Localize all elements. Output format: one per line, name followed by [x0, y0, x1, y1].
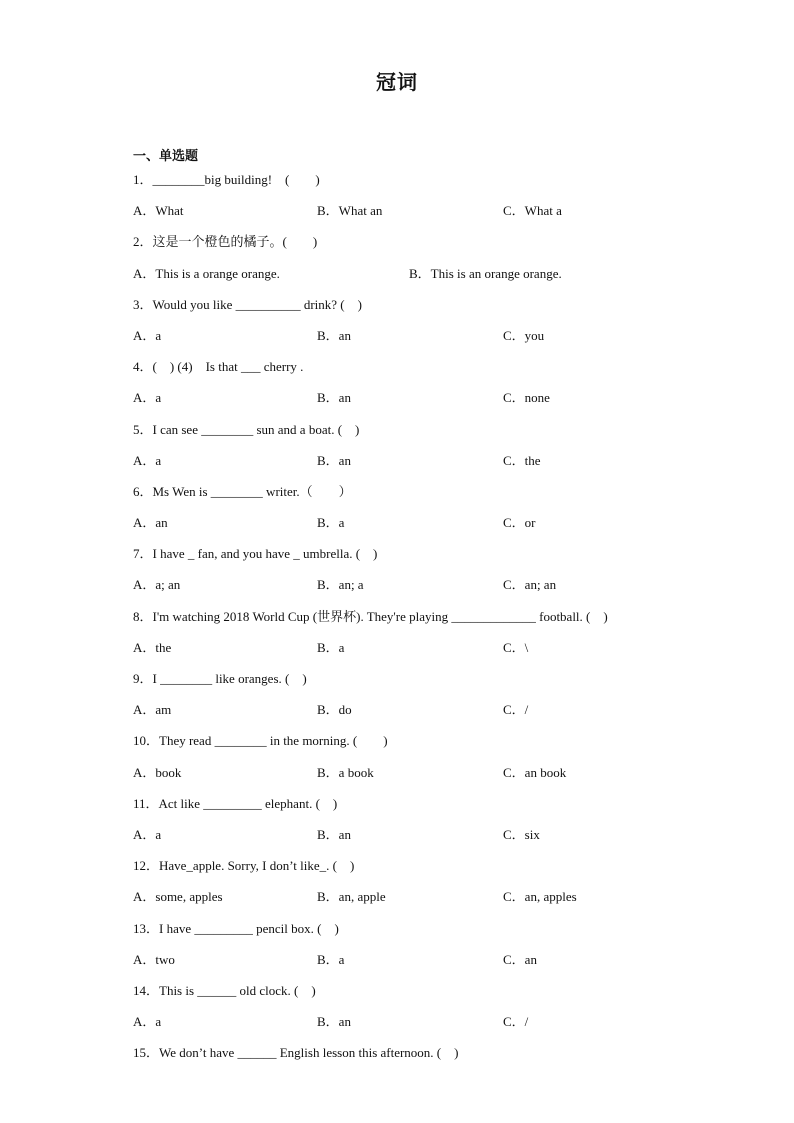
option-b[interactable]: B．a: [317, 951, 345, 967]
question-stem: 3．Would you like __________ drink? ( ): [133, 296, 362, 312]
options-row: [133, 825, 693, 856]
question-stem: 7．I have _ fan, and you have _ umbrella. ( ): [133, 546, 378, 562]
option-a[interactable]: A．book: [133, 764, 182, 780]
option-b[interactable]: B．an: [317, 327, 351, 343]
option-b[interactable]: B．an: [317, 390, 351, 406]
options-row: [133, 887, 693, 918]
option-c[interactable]: C．the: [503, 452, 541, 468]
options-row: [133, 513, 693, 544]
option-c[interactable]: C．none: [503, 390, 550, 406]
option-b[interactable]: B．an, apple: [317, 889, 386, 905]
option-c[interactable]: C．six: [503, 826, 540, 842]
question-stem: 11．Act like _________ elephant. ( ): [133, 795, 338, 811]
option-a[interactable]: A．What: [133, 203, 184, 219]
option-a[interactable]: A．am: [133, 702, 172, 718]
question-stem: 12．Have_apple. Sorry, I don’t like_. ( ): [133, 858, 355, 874]
options-row: [133, 326, 693, 357]
option-b[interactable]: B．a: [317, 515, 345, 531]
option-b[interactable]: B．an: [317, 1014, 351, 1030]
option-c[interactable]: C．or: [503, 515, 536, 531]
option-a[interactable]: A．a: [133, 1014, 162, 1030]
option-c[interactable]: C．/: [503, 702, 529, 718]
question-stem: 13．I have _________ pencil box. ( ): [133, 920, 339, 936]
options-row: [133, 763, 693, 794]
question-stem: 1．________big building! ( ): [133, 172, 320, 187]
option-a[interactable]: A．an: [133, 515, 168, 531]
question-stem: 6．Ms Wen is ________ writer.（ ）: [133, 483, 352, 499]
option-a[interactable]: A．This is a orange orange.: [133, 265, 280, 281]
options-row: [133, 264, 693, 295]
option-c[interactable]: C．an; an: [503, 577, 557, 593]
option-c[interactable]: C．an: [503, 951, 537, 967]
option-a[interactable]: A．a: [133, 452, 162, 468]
question-stem: 14．This is ______ old clock. ( ): [133, 982, 316, 998]
question-stem: 5．I can see ________ sun and a boat. ( ): [133, 421, 360, 437]
option-b[interactable]: B．do: [317, 702, 352, 718]
option-b[interactable]: B．What an: [317, 203, 383, 219]
option-b[interactable]: B．This is an orange orange.: [409, 265, 562, 281]
option-c[interactable]: C．an book: [503, 764, 567, 780]
option-b[interactable]: B．an: [317, 826, 351, 842]
option-a[interactable]: A．a; an: [133, 577, 181, 593]
options-row: [133, 700, 693, 731]
question-list: [133, 170, 693, 1074]
option-a[interactable]: A．the: [133, 639, 172, 655]
option-a[interactable]: A．a: [133, 390, 162, 406]
page-title: 冠词: [376, 72, 418, 94]
option-b[interactable]: B．a book: [317, 764, 374, 780]
option-b[interactable]: B．an: [317, 452, 351, 468]
question-stem: 8．I'm watching 2018 World Cup (世界杯). They're playing _____________ football. ( ): [133, 608, 608, 624]
question-stem: 4．( ) (4) Is that ___ cherry .: [133, 359, 304, 375]
question-stem: 9．I ________ like oranges. ( ): [133, 671, 307, 686]
question-stem: 10．They read ________ in the morning. ( ): [133, 733, 388, 749]
section-heading: 一、单选题: [133, 148, 199, 163]
option-c[interactable]: C．/: [503, 1014, 529, 1030]
option-a[interactable]: A．some, apples: [133, 889, 223, 905]
option-a[interactable]: A．a: [133, 826, 162, 842]
options-row: [133, 388, 693, 419]
question-stem: 15．We don’t have ______ English lesson this afternoon. ( ): [133, 1045, 459, 1061]
options-row: [133, 201, 693, 232]
option-a[interactable]: A．two: [133, 951, 175, 967]
options-row: [133, 638, 693, 669]
option-c[interactable]: C．an, apples: [503, 889, 577, 905]
option-c[interactable]: C．What a: [503, 203, 562, 219]
option-b[interactable]: B．a: [317, 639, 345, 655]
options-row: [133, 1012, 693, 1043]
option-c[interactable]: C．you: [503, 327, 545, 343]
options-row: [133, 950, 693, 981]
options-row: [133, 575, 693, 606]
question-stem: 2．这是一个橙色的橘子。( ): [133, 234, 318, 250]
options-row: [133, 451, 693, 482]
option-a[interactable]: A．a: [133, 327, 162, 343]
option-b[interactable]: B．an; a: [317, 577, 364, 593]
option-c[interactable]: C．\: [503, 639, 529, 655]
